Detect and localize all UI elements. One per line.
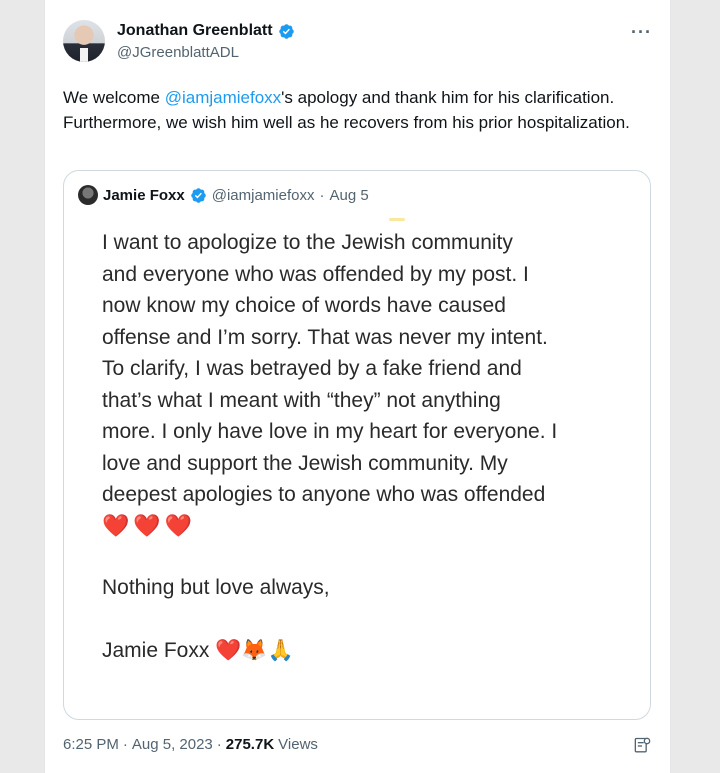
- image-artifact: [389, 218, 405, 221]
- bookmark-icon[interactable]: [632, 736, 652, 756]
- signature-emoji: ❤️🦊🙏: [215, 639, 294, 662]
- tweet-date[interactable]: Aug 5, 2023: [131, 736, 213, 753]
- quoted-signature: [102, 639, 294, 663]
- quoted-date[interactable]: Aug 5: [329, 186, 369, 204]
- tweet-footer: [63, 736, 318, 753]
- author-name[interactable]: Jonathan Greenblatt: [117, 22, 273, 39]
- views-count: 275.7K: [225, 736, 275, 753]
- verified-badge-icon: [278, 23, 295, 40]
- quoted-avatar[interactable]: [78, 185, 98, 205]
- tweet-text-before: We welcome: [63, 88, 165, 107]
- quoted-statement-text: I want to apologize to the Jewish community and everyone who was offended by my post. I now know my choice of words have caused offense and I’m sorry. That was never my intent. To clarify, I was betrayed by a fake friend and that’s what I meant with “they” not anything more. I only have love in my heart for everyone. I love and support the Jewish community. My deepest apologies to anyone who was offended: [102, 231, 558, 506]
- views-label: Views: [278, 736, 318, 753]
- signature-name: Jamie Foxx: [102, 639, 210, 662]
- footer-separator: ·: [216, 736, 222, 753]
- hearts-emoji: ❤️❤️❤️: [102, 513, 197, 538]
- mention-link[interactable]: @iamjamiefoxx: [164, 88, 282, 107]
- quoted-closing-line: Nothing but love always,: [102, 576, 330, 599]
- verified-badge-icon: [190, 187, 207, 204]
- author-handle[interactable]: @JGreenblattADL: [117, 44, 239, 61]
- quoted-tweet[interactable]: [63, 170, 651, 720]
- tweet-text-after: 's apology and thank him for his clarification. Furthermore, we wish him well as he recovers from his prior hospitalization.: [63, 88, 630, 132]
- quoted-handle[interactable]: @iamjamiefoxx: [211, 186, 315, 204]
- quoted-author-name[interactable]: Jamie Foxx: [103, 186, 185, 204]
- more-options-icon[interactable]: ···: [631, 22, 652, 42]
- quoted-tweet-header: [78, 185, 369, 205]
- tweet-card: [44, 0, 671, 773]
- quoted-separator: ·: [319, 186, 325, 204]
- author-avatar[interactable]: [63, 20, 105, 62]
- footer-separator: ·: [122, 736, 128, 753]
- tweet-time[interactable]: 6:25 PM: [63, 736, 119, 753]
- tweet-text: [63, 85, 658, 135]
- author-name-row: [117, 22, 295, 40]
